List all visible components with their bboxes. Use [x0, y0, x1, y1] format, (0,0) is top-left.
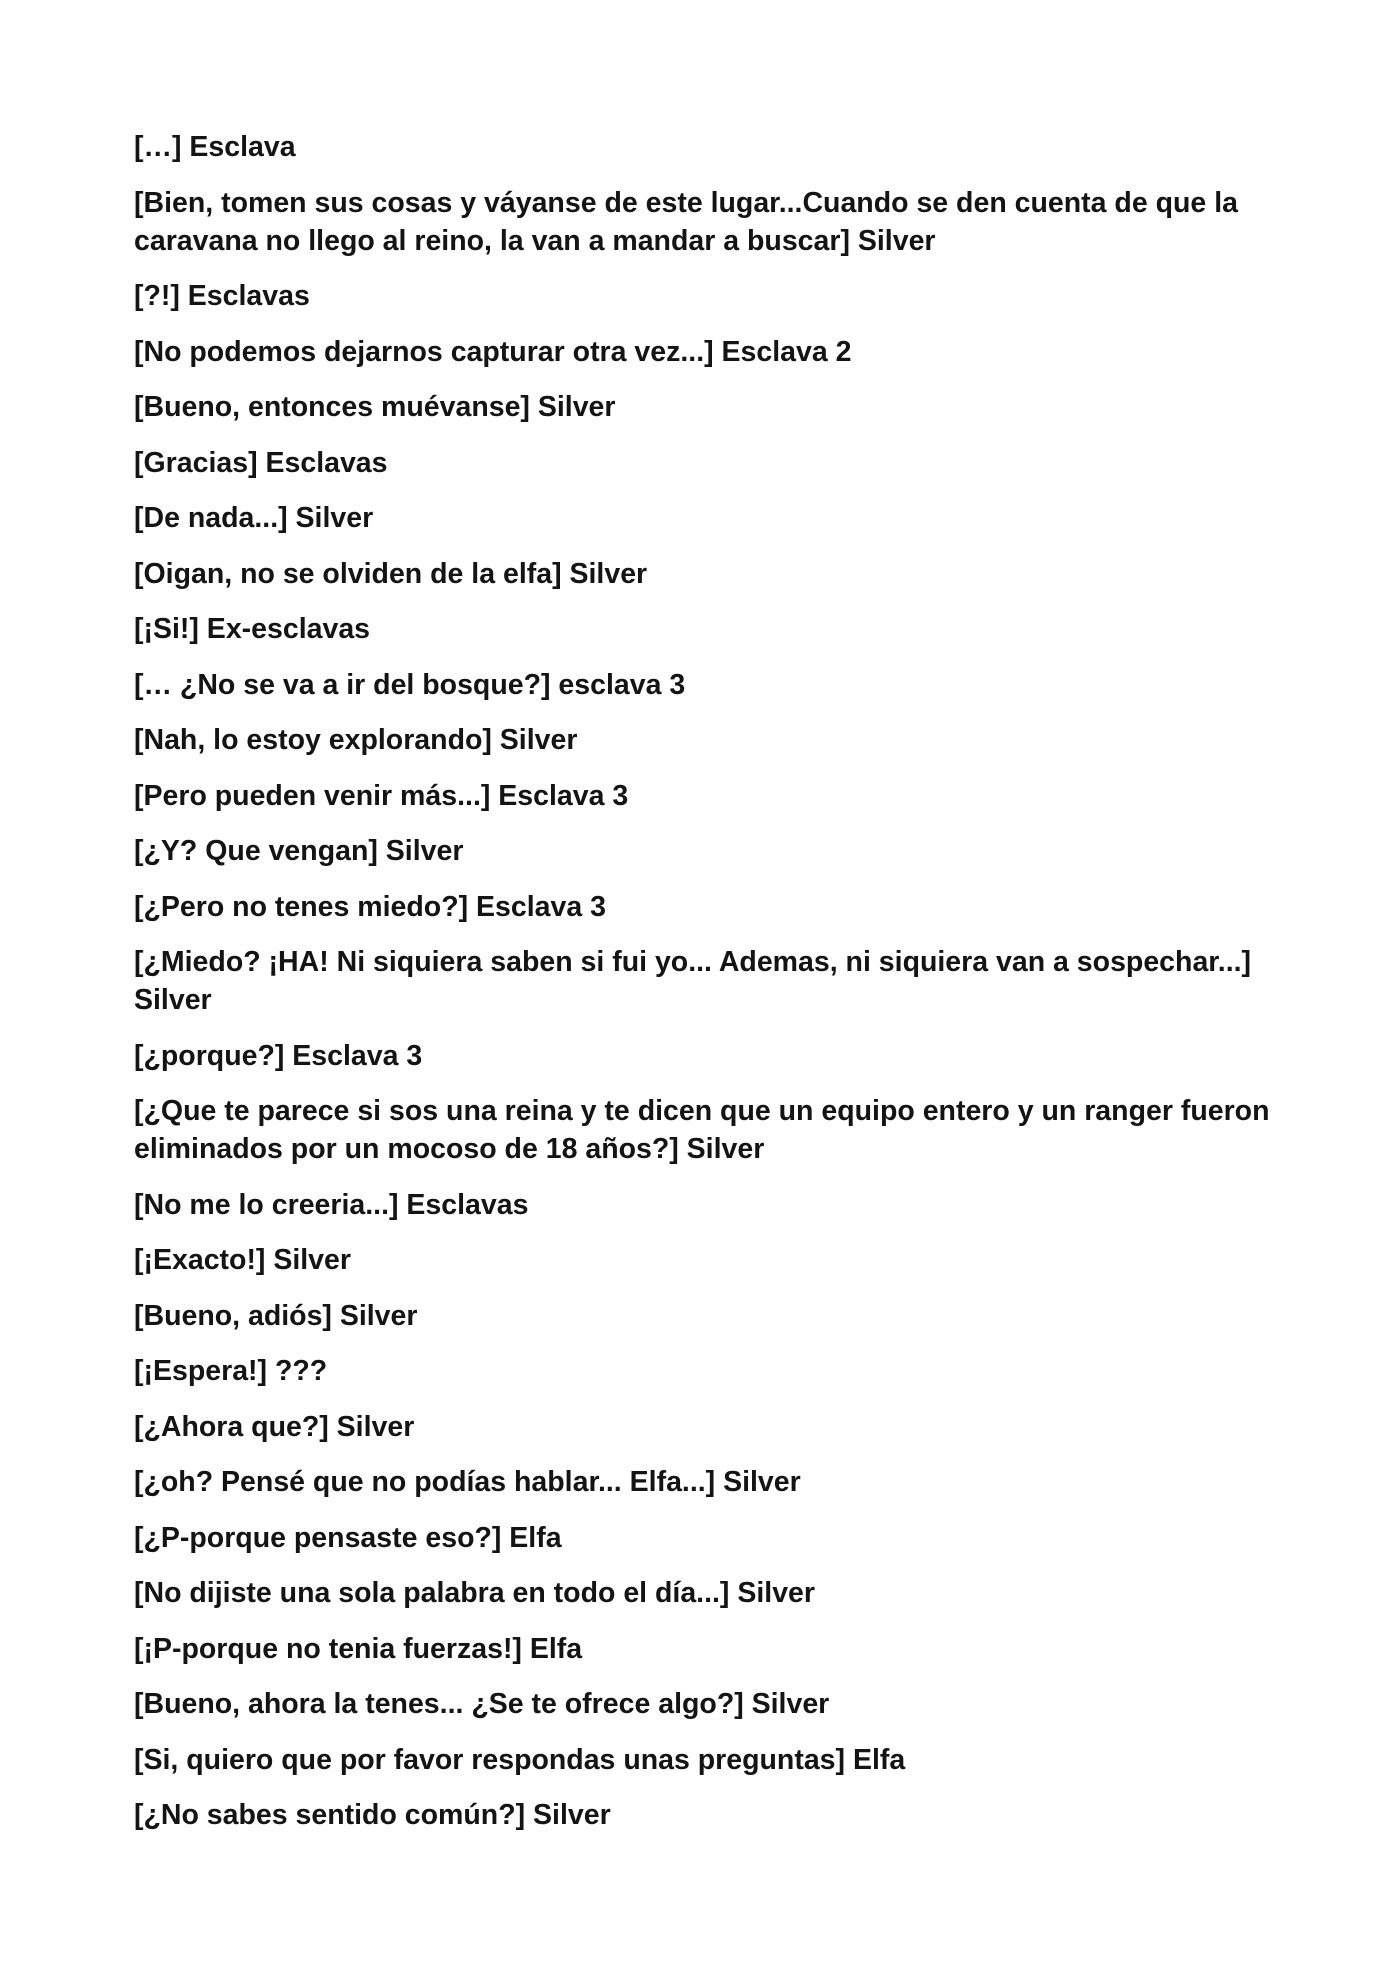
dialogue-line: [¡Si!] Ex-esclavas	[134, 613, 371, 645]
dialogue-line: [Gracias] Esclavas	[134, 446, 388, 479]
dialogue-line: [¿Pero no tenes miedo?] Esclava 3	[134, 890, 606, 923]
dialogue-line: [¿Y? Que vengan] Silver	[134, 835, 464, 867]
dialogue-line: [… ¿No se va a ir del bosque?] esclava 3	[134, 668, 686, 701]
dialogue-line: [¿Miedo? ¡HA! Ni siquiera saben si fui yo... Ademas, ni siquiera van a sospechar...] Silver	[134, 946, 1252, 1016]
dialogue-line: [¿No sabes sentido común?] Silver	[134, 1799, 611, 1831]
dialogue-line: […] Esclava	[134, 131, 296, 163]
dialogue-line: [No dijiste una sola palabra en todo el día...] Silver	[134, 1577, 815, 1609]
dialogue-line: [¿oh? Pensé que no podías hablar... Elfa...] Silver	[134, 1466, 801, 1498]
dialogue-line: [Si, quiero que por favor respondas unas preguntas] Elfa	[134, 1743, 906, 1776]
dialogue-line: [¡Exacto!] Silver	[134, 1244, 351, 1276]
dialogue-line: [Bueno, ahora la tenes... ¿Se te ofrece algo?] Silver	[134, 1688, 830, 1720]
dialogue-line: [¿porque?] Esclava 3	[134, 1039, 423, 1072]
dialogue-line: [?!] Esclavas	[134, 280, 310, 312]
dialogue-line: [Bueno, adiós] Silver	[134, 1299, 418, 1332]
dialogue-line: [Nah, lo estoy explorando] Silver	[134, 724, 578, 756]
dialogue-line: [¿Ahora que?] Silver	[134, 1410, 415, 1443]
dialogue-line: [De nada...] Silver	[134, 502, 374, 534]
dialogue-text	[134, 128, 1284, 1852]
dialogue-line: [Oigan, no se olviden de la elfa] Silver	[134, 557, 648, 590]
dialogue-line: [No me lo creeria...] Esclavas	[134, 1188, 529, 1221]
dialogue-line: [¿P-porque pensaste eso?] Elfa	[134, 1521, 562, 1554]
dialogue-line: [¡Espera!] ???	[134, 1355, 328, 1387]
dialogue-line: [¡P-porque no tenia fuerzas!] Elfa	[134, 1632, 583, 1665]
dialogue-line: [¿Que te parece si sos una reina y te dicen que un equipo entero y un ranger fueron eliminados por un mocoso de 18 años?] Silver	[134, 1095, 1270, 1165]
dialogue-line: [Pero pueden venir más...] Esclava 3	[134, 779, 629, 812]
dialogue-line: [Bueno, entonces muévanse] Silver	[134, 391, 616, 423]
dialogue-line: [No podemos dejarnos capturar otra vez...] Esclava 2	[134, 335, 852, 368]
dialogue-line: [Bien, tomen sus cosas y váyanse de este lugar...Cuando se den cuenta de que la caravana no llego al reino, la van a mandar a buscar] Silver	[134, 186, 1238, 257]
